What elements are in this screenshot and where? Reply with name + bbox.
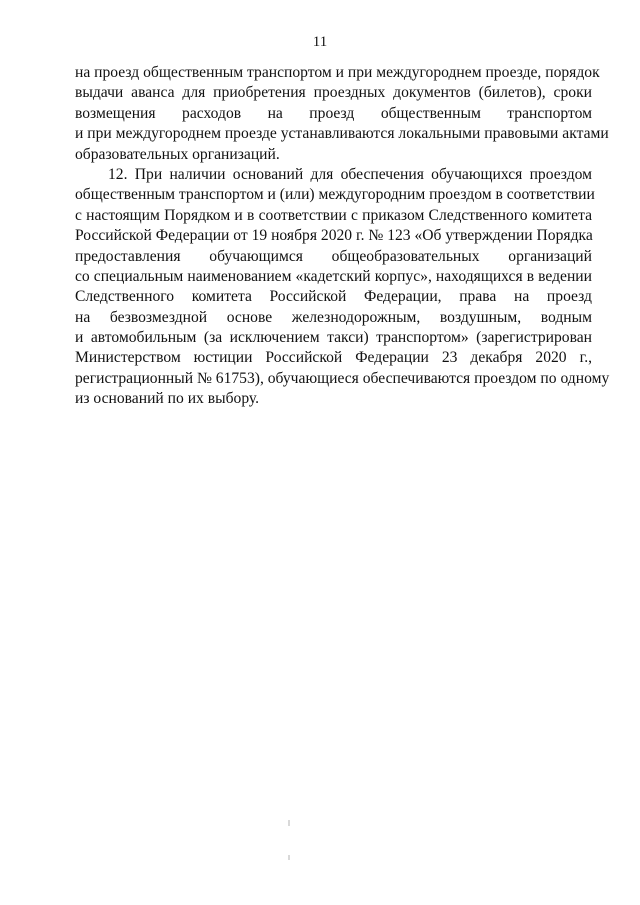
document-body — [75, 63, 610, 410]
text-line: выдачи аванса для приобретения проездных документов (билетов), сроки — [75, 84, 592, 102]
scan-artifact — [288, 855, 290, 860]
text-line: Следственного комитета Российской Федерации, права на проезд — [75, 288, 592, 306]
text-line: Российской Федерации от 19 ноября 2020 г. № 123 «Об утверждении Порядка — [75, 227, 593, 245]
text-line: образовательных организаций. — [75, 145, 280, 163]
text-line: на безвозмездной основе железнодорожным, воздушным, водным — [75, 308, 592, 326]
text-line: общественным транспортом и (или) междугородним проездом в соответствии — [75, 186, 595, 204]
text-line: предоставления обучающимся общеобразовательных организаций — [75, 247, 592, 265]
text-line: с настоящим Порядком и в соответствии с приказом Следственного комитета — [75, 206, 592, 224]
page-number: 11 — [312, 34, 328, 50]
text-line: со специальным наименованием «кадетский корпус», находящихся в ведении — [75, 267, 592, 285]
text-line: возмещения расходов на проезд общественным транспортом — [75, 104, 592, 122]
text-line: 12. При наличии оснований для обеспечения обучающихся проездом — [108, 165, 592, 183]
text-line: из оснований по их выбору. — [75, 390, 260, 408]
text-line: Министерством юстиции Российской Федерации 23 декабря 2020 г., — [75, 349, 592, 367]
text-line: и автомобильным (за исключением такси) транспортом» (зарегистрирован — [75, 329, 592, 347]
scan-artifact — [288, 820, 290, 826]
paragraph-continuation — [75, 63, 609, 165]
text-line: и при междугороднем проезде устанавливаются локальными правовыми актами — [75, 125, 609, 143]
paragraph-item-12 — [75, 165, 610, 410]
text-line: на проезд общественным транспортом и при междугороднем проезде, порядок — [75, 64, 600, 81]
text-line: регистрационный № 61753), обучающиеся обеспечиваются проездом по одному — [75, 369, 610, 387]
